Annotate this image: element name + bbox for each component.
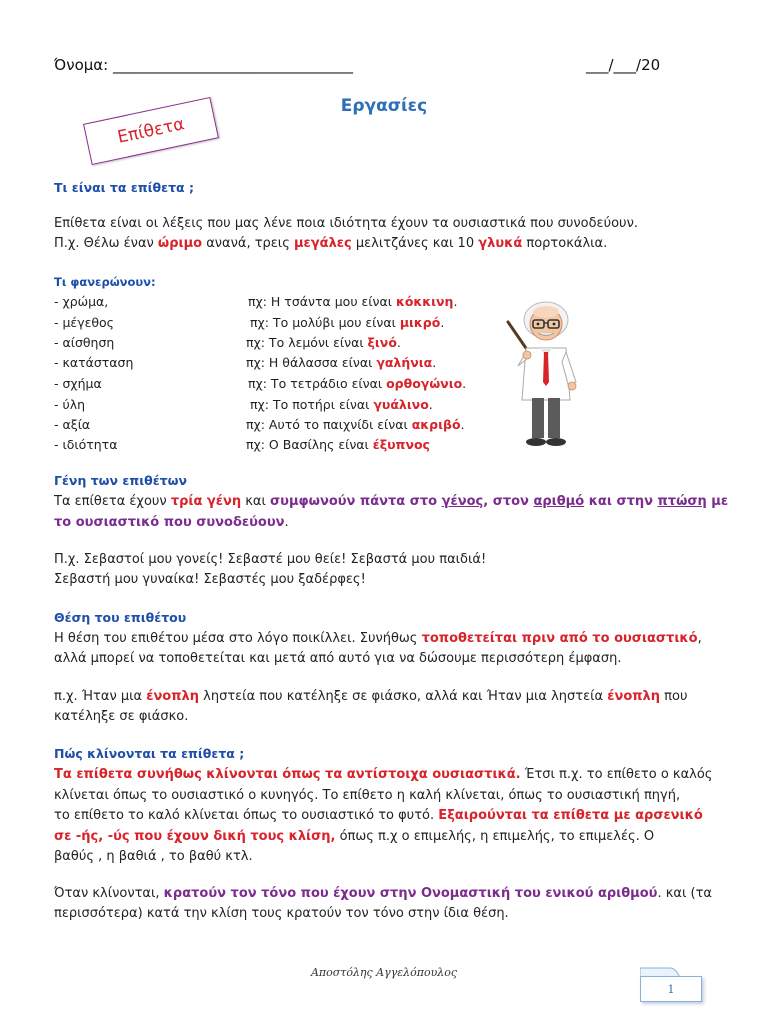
position-example-line-2: κατέληξε σε φιάσκο.: [54, 709, 189, 724]
definition-text: Επίθετα είναι οι λέξεις που μας λένε ποια ιδιότητα έχουν τα ουσιαστικά που συνοδεύουν.: [54, 216, 638, 231]
page-title: Εργασίες: [340, 96, 428, 116]
declension-line-1: Τα επίθετα συνήθως κλίνονται όπως τα αντίστοιχα ουσιαστικά. Έτσι π.χ. το επίθετο ο καλός: [54, 767, 713, 782]
section-genders-heading: Γένη των επιθέτων: [54, 473, 188, 488]
section-reveal-heading: Τι φανερώνουν:: [54, 275, 156, 289]
position-text-line-1: Η θέση του επιθέτου μέσα στο λόγο ποικίλλει. Συνήθως τοποθετείται πριν από το ουσιαστικό,: [54, 631, 702, 646]
declension-line-5: βαθύς , η βαθιά , το βαθύ κτλ.: [54, 849, 253, 864]
declension-line-3: το επίθετο το καλό κλίνεται όπως το ουσιαστικό το φυτό. Εξαιρούνται τα επίθετα με αρσενικό: [54, 808, 703, 823]
section-what-heading: Τι είναι τα επίθετα ;: [54, 180, 194, 195]
name-field-label: Όνομα: ________________________________: [54, 56, 353, 74]
declension-line-6: Όταν κλίνονται, κρατούν τον τόνο που έχουν στην Ονομαστική του ενικού αριθμού. και (τα: [54, 886, 712, 901]
section-position-heading: Θέση του επιθέτου: [54, 610, 187, 625]
section-declension-heading: Πώς κλίνονται τα επίθετα ;: [54, 746, 245, 761]
topic-badge-label: Επίθετα: [115, 114, 187, 148]
author-footer: Αποστόλης Αγγελόπουλος: [310, 966, 458, 979]
definition-example: Π.χ. Θέλω έναν ώριμο ανανά, τρεις μεγάλες μελιτζάνες και 10 γλυκά πορτοκάλια.: [54, 236, 608, 251]
declension-line-7: περισσότερα) κατά την κλίση τους κρατούν τον τόνο στην ίδια θέση.: [54, 906, 509, 921]
position-text-line-2: αλλά μπορεί να τοποθετείται και μετά από αυτό για να δώσουμε περισσότερη έμφαση.: [54, 651, 622, 666]
declension-line-4: σε -ής, -ύς που έχουν δική τους κλίση, όπως π.χ ο επιμελής, η επιμελής, το επιμελές. Ο: [54, 829, 655, 844]
date-field-label: ___/___/20: [586, 56, 661, 74]
page-number-box: [640, 976, 702, 1002]
page-number: 1: [667, 982, 675, 996]
genders-text-line-2: το ουσιαστικό που συνοδεύουν.: [54, 515, 289, 530]
declension-line-2: κλίνεται όπως το ουσιαστικό ο κυνηγός. Το επίθετο η καλή κλίνεται, όπως το ουσιαστική πηγή,: [54, 788, 681, 803]
genders-example-2: Σεβαστή μου γυναίκα! Σεβαστές μου ξαδέρφες!: [54, 572, 366, 587]
position-example-line-1: π.χ. Ήταν μια ένοπλη ληστεία που κατέληξε σε φιάσκο, αλλά και Ήταν μια ληστεία ένοπλη που: [54, 689, 688, 704]
genders-text-line-1: Τα επίθετα έχουν τρία γένη και συμφωνούν πάντα στο γένος, στον αριθμό και στην πτώση με: [54, 494, 729, 509]
teacher-illustration: [496, 292, 596, 452]
genders-example-1: Π.χ. Σεβαστοί μου γονείς! Σεβαστέ μου θείε! Σεβαστά μου παιδιά!: [54, 552, 487, 567]
